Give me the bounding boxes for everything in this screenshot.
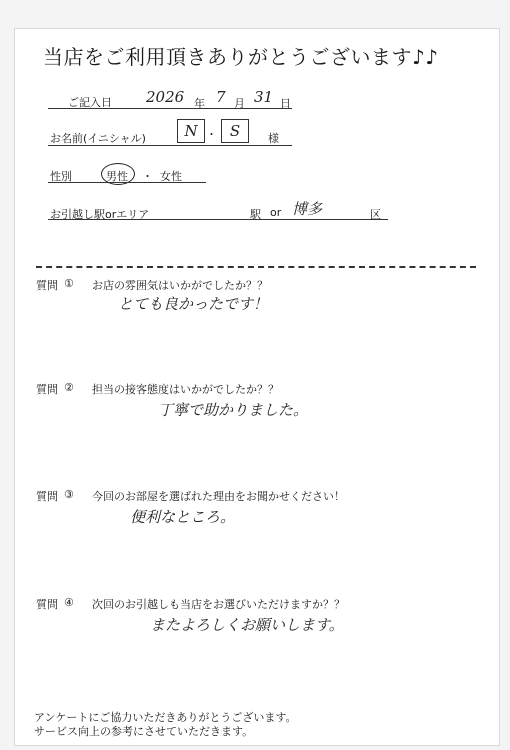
initial-box-2 [221, 119, 249, 143]
area-underline [48, 219, 388, 220]
initial-dot: ・ [206, 128, 217, 141]
question-1-label: 質問 [36, 279, 58, 292]
question-1-number: ① [64, 277, 74, 290]
gender-male: 男性 [106, 170, 128, 183]
visit-date-label: ご記入日 [68, 96, 112, 109]
question-2-text: 担当の接客態度はいかがでしたか？？ [92, 383, 279, 396]
visit-month: 7 [216, 88, 226, 106]
question-4-number: ④ [64, 596, 74, 609]
gender-female: 女性 [160, 170, 182, 183]
question-3-text: 今回のお部屋を選ばれた理由をお聞かせください！ [92, 490, 345, 503]
question-1-answer: とても良かったです！ [118, 295, 269, 313]
section-divider [36, 266, 476, 268]
question-2-number: ② [64, 381, 74, 394]
visit-year: 2026 [146, 88, 185, 106]
question-4-answer: またよろしくお願いします。 [150, 616, 344, 634]
question-3-answer: 便利なところ。 [130, 508, 236, 526]
initial-2: S [229, 122, 241, 140]
question-4-text: 次回のお引越しも当店をお選びいただけますか？？ [92, 598, 345, 611]
area-label: お引越し駅orエリア [50, 208, 150, 221]
area-or: or [270, 206, 282, 219]
gender-underline [48, 182, 206, 183]
name-label: お名前(イニシャル) [50, 132, 146, 145]
year-unit: 年 [194, 97, 205, 110]
footer-thanks: アンケートにご協力いただきありがとうございます。 [34, 711, 297, 724]
station-unit: 駅 [250, 208, 261, 221]
initial-box-1 [177, 119, 205, 143]
gender-separator: ・ [142, 170, 153, 183]
question-2-answer: 丁寧で助かりました。 [158, 401, 309, 419]
day-unit: 日 [280, 97, 291, 110]
area-value: 博多 [292, 200, 323, 218]
page-title: 当店をご利用頂きありがとうございます♪♪ [43, 45, 439, 69]
question-2-label: 質問 [36, 383, 58, 396]
question-3-label: 質問 [36, 490, 58, 503]
gender-label: 性別 [50, 170, 72, 183]
footer-note: サービス向上の参考にさせていただきます。 [34, 725, 254, 738]
visit-date-underline [48, 108, 292, 109]
ward-unit: 区 [370, 208, 381, 221]
name-suffix: 様 [268, 132, 279, 145]
question-3-number: ③ [64, 488, 74, 501]
month-unit: 月 [234, 97, 245, 110]
name-underline [48, 145, 292, 146]
question-1-text: お店の雰囲気はいかがでしたか？？ [92, 279, 268, 292]
visit-day: 31 [254, 88, 274, 106]
initial-1: N [184, 122, 198, 140]
question-4-label: 質問 [36, 598, 58, 611]
